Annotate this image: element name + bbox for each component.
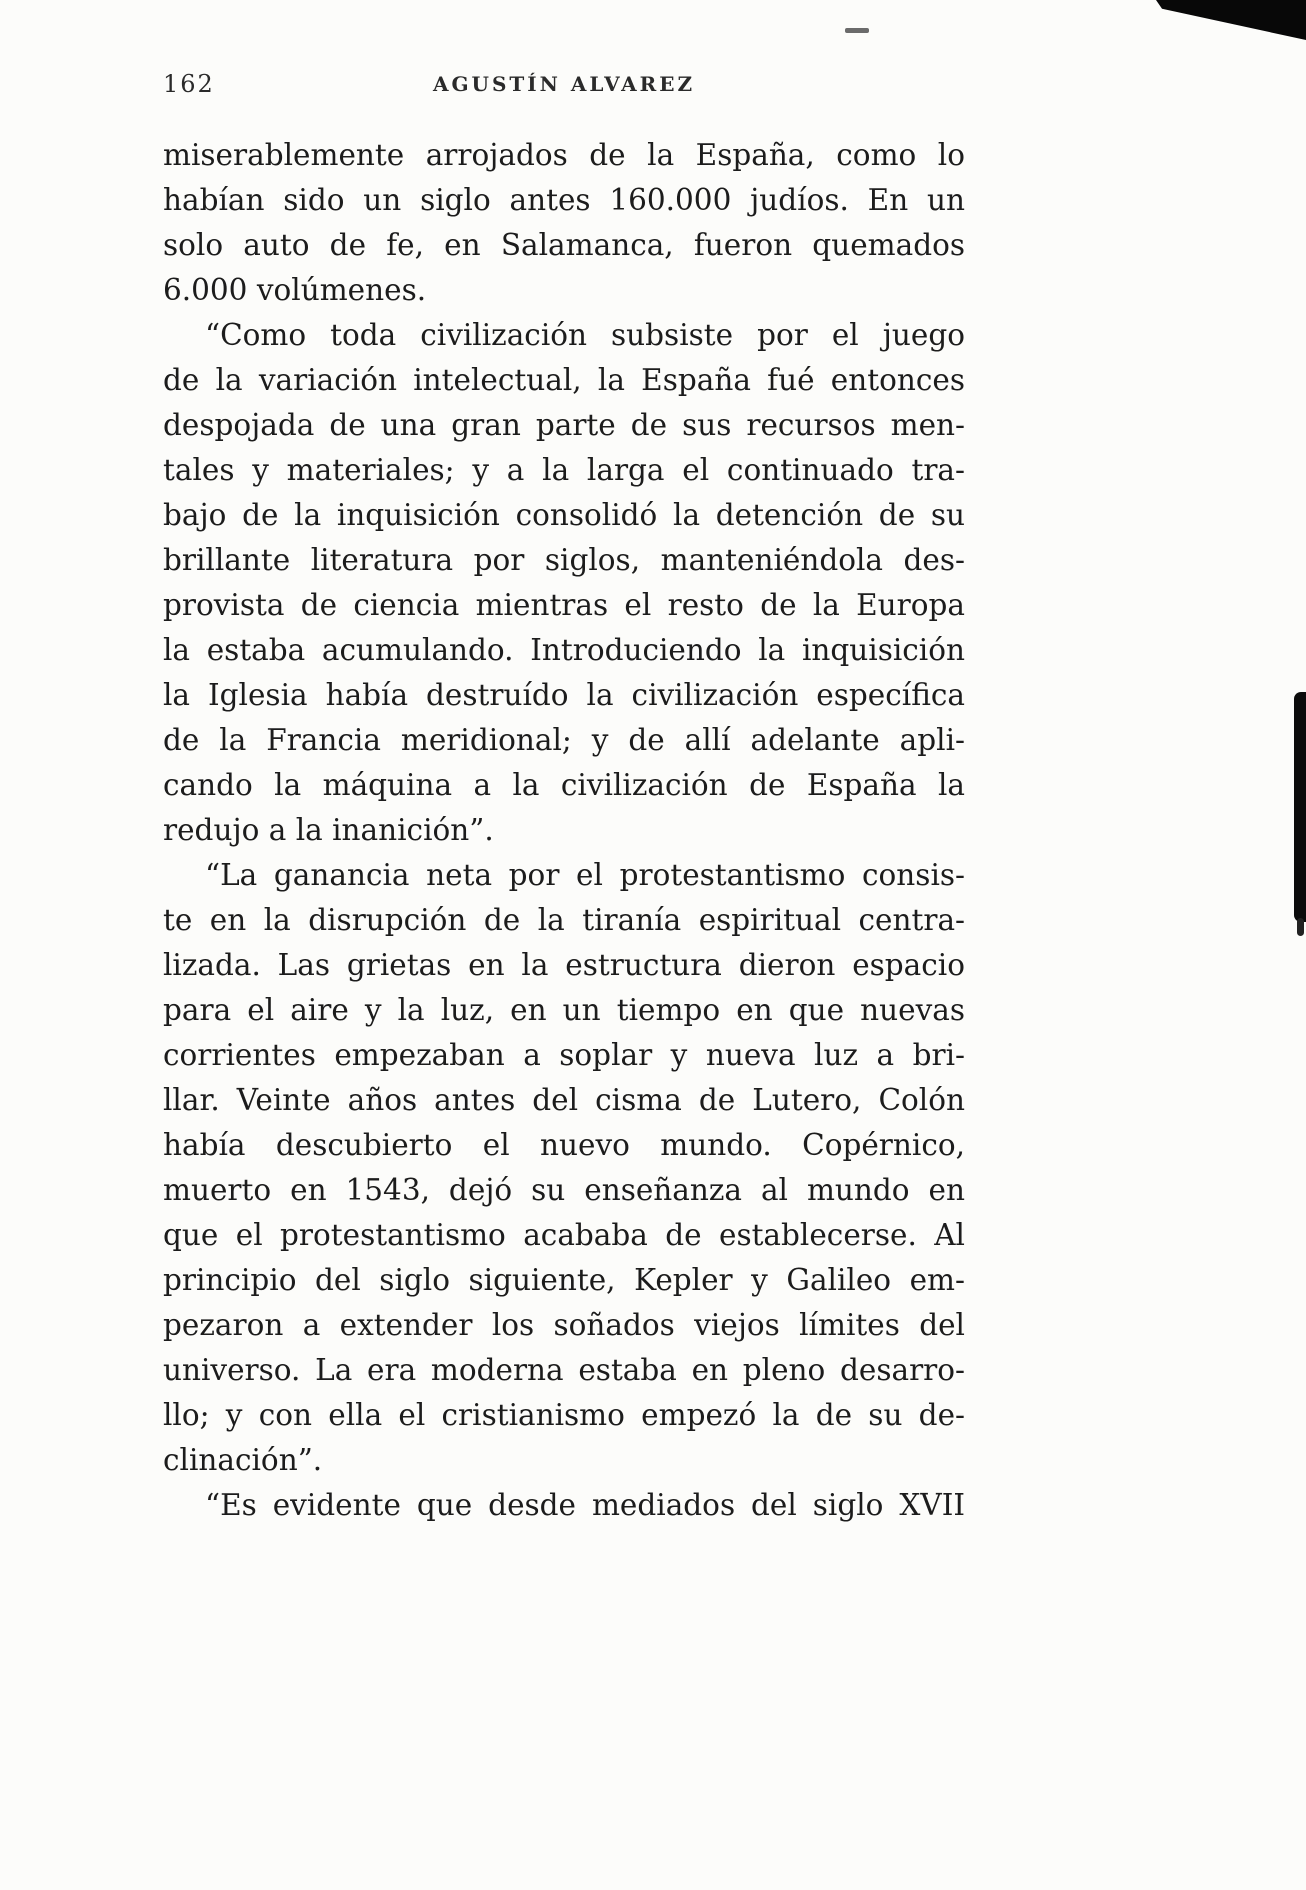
body-text xyxy=(163,133,965,1528)
scan-artifact-corner xyxy=(1156,0,1306,40)
text-line: la estaba acumulando. Introduciendo la inquisición xyxy=(163,633,965,667)
text-line: habían sido un siglo antes 160.000 judíos. En un xyxy=(163,183,965,217)
scan-artifact-dash xyxy=(845,28,869,33)
text-line: provista de ciencia mientras el resto de la Europa xyxy=(163,588,965,622)
text-line: de la variación intelectual, la España fué entonces xyxy=(163,363,965,397)
text-line: la Iglesia había destruído la civilización específica xyxy=(163,678,965,712)
text-line: miserablemente arrojados de la España, como lo xyxy=(163,138,965,172)
text-line: bajo de la inquisición consolidó la detención de su xyxy=(163,498,965,532)
text-line: brillante literatura por siglos, manteniéndola des- xyxy=(163,543,965,577)
text-line: que el protestantismo acababa de establecerse. Al xyxy=(163,1218,965,1252)
text-line: lizada. Las grietas en la estructura dieron espacio xyxy=(163,948,965,982)
text-line: te en la disrupción de la tiranía espiritual centra- xyxy=(163,903,965,937)
running-title: AGUSTÍN ALVAREZ xyxy=(432,72,696,96)
scan-artifact-edge-streak-tail xyxy=(1297,918,1304,936)
scan-artifact-edge-streak xyxy=(1294,692,1306,922)
text-line: de la Francia meridional; y de allí adelante apli- xyxy=(163,723,965,757)
text-line: para el aire y la luz, en un tiempo en que nuevas xyxy=(163,993,965,1027)
text-line: cando la máquina a la civilización de España la xyxy=(163,768,965,802)
text-line: “La ganancia neta por el protestantismo consis- xyxy=(205,858,965,892)
text-line: “Como toda civilización subsiste por el juego xyxy=(205,318,965,352)
text-line: principio del siglo siguiente, Kepler y Galileo em- xyxy=(163,1263,965,1297)
text-line: “Es evidente que desde mediados del siglo XVII xyxy=(205,1488,965,1522)
text-line: solo auto de fe, en Salamanca, fueron quemados xyxy=(163,228,965,262)
text-line: muerto en 1543, dejó su enseñanza al mundo en xyxy=(163,1173,965,1207)
text-line: universo. La era moderna estaba en pleno desarro- xyxy=(163,1353,965,1387)
text-line: clinación”. xyxy=(163,1443,323,1477)
text-line: tales y materiales; y a la larga el continuado tra- xyxy=(163,453,965,487)
text-line: redujo a la inanición”. xyxy=(163,813,494,847)
text-line: llo; y con ella el cristianismo empezó la de su de- xyxy=(163,1398,965,1432)
text-line: pezaron a extender los soñados viejos límites del xyxy=(163,1308,965,1342)
page-header xyxy=(163,66,965,100)
text-line: había descubierto el nuevo mundo. Copérnico, xyxy=(163,1128,965,1162)
text-line: llar. Veinte años antes del cisma de Lutero, Colón xyxy=(163,1083,965,1117)
text-line: 6.000 volúmenes. xyxy=(163,273,427,307)
page-number: 162 xyxy=(163,70,215,98)
text-line: despojada de una gran parte de sus recursos men- xyxy=(163,408,965,442)
text-line: corrientes empezaban a soplar y nueva luz a bri- xyxy=(163,1038,965,1072)
